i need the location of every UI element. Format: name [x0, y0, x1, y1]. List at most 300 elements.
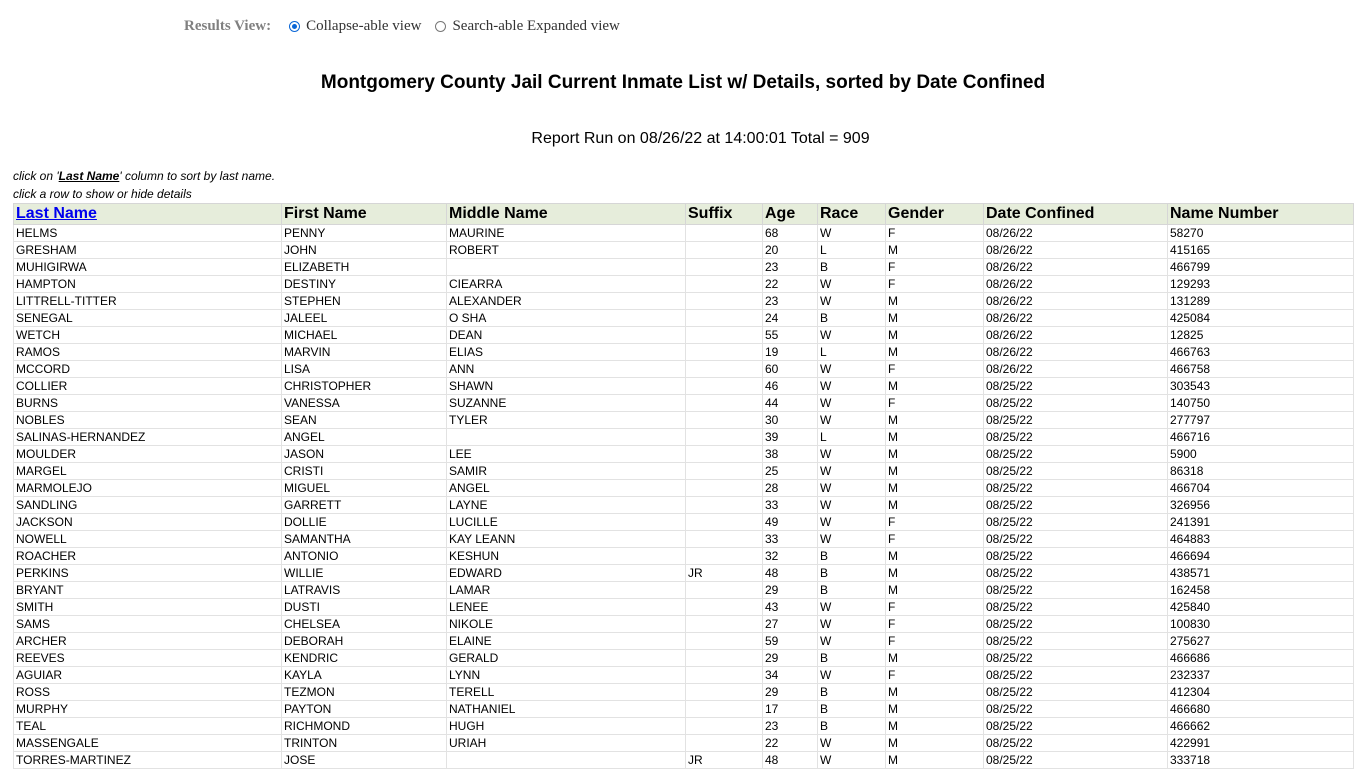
cell-name-number: 466716 — [1168, 429, 1354, 446]
cell-name-number: 412304 — [1168, 684, 1354, 701]
col-name-number: Name Number — [1168, 204, 1354, 225]
cell-age: 59 — [763, 633, 818, 650]
cell-date-confined: 08/26/22 — [984, 327, 1168, 344]
table-row[interactable] — [14, 378, 1354, 395]
cell-name-number: 58270 — [1168, 225, 1354, 242]
cell-gender: M — [886, 463, 984, 480]
cell-age: 30 — [763, 412, 818, 429]
cell-race: B — [818, 701, 886, 718]
cell-middle-name: GERALD — [447, 650, 686, 667]
table-row[interactable] — [14, 548, 1354, 565]
cell-suffix — [686, 599, 763, 616]
cell-first-name: WILLIE — [282, 565, 447, 582]
cell-gender: M — [886, 735, 984, 752]
cell-name-number: 415165 — [1168, 242, 1354, 259]
cell-name-number: 129293 — [1168, 276, 1354, 293]
cell-gender: M — [886, 429, 984, 446]
cell-race: B — [818, 565, 886, 582]
table-row[interactable] — [14, 684, 1354, 701]
cell-last-name: BRYANT — [14, 582, 282, 599]
cell-age: 48 — [763, 565, 818, 582]
cell-gender: M — [886, 242, 984, 259]
cell-suffix — [686, 242, 763, 259]
cell-last-name: COLLIER — [14, 378, 282, 395]
cell-date-confined: 08/25/22 — [984, 633, 1168, 650]
cell-suffix — [686, 225, 763, 242]
cell-name-number: 466662 — [1168, 718, 1354, 735]
table-row[interactable] — [14, 514, 1354, 531]
cell-age: 29 — [763, 650, 818, 667]
cell-first-name: DOLLIE — [282, 514, 447, 531]
cell-date-confined: 08/26/22 — [984, 310, 1168, 327]
cell-name-number: 466694 — [1168, 548, 1354, 565]
cell-name-number: 333718 — [1168, 752, 1354, 769]
cell-age: 19 — [763, 344, 818, 361]
cell-suffix — [686, 514, 763, 531]
cell-date-confined: 08/25/22 — [984, 446, 1168, 463]
cell-middle-name: ROBERT — [447, 242, 686, 259]
cell-race: W — [818, 531, 886, 548]
cell-date-confined: 08/25/22 — [984, 548, 1168, 565]
cell-last-name: SANDLING — [14, 497, 282, 514]
table-row[interactable] — [14, 531, 1354, 548]
cell-gender: M — [886, 293, 984, 310]
cell-date-confined: 08/26/22 — [984, 293, 1168, 310]
cell-last-name: REEVES — [14, 650, 282, 667]
table-row[interactable] — [14, 752, 1354, 769]
cell-gender: M — [886, 548, 984, 565]
cell-middle-name: ELAINE — [447, 633, 686, 650]
cell-age: 55 — [763, 327, 818, 344]
cell-race: W — [818, 378, 886, 395]
cell-suffix — [686, 259, 763, 276]
cell-first-name: SAMANTHA — [282, 531, 447, 548]
cell-name-number: 100830 — [1168, 616, 1354, 633]
cell-first-name: RICHMOND — [282, 718, 447, 735]
cell-gender: F — [886, 514, 984, 531]
table-row[interactable] — [14, 582, 1354, 599]
cell-gender: M — [886, 344, 984, 361]
cell-age: 60 — [763, 361, 818, 378]
cell-middle-name: ELIAS — [447, 344, 686, 361]
cell-middle-name: LEE — [447, 446, 686, 463]
cell-date-confined: 08/26/22 — [984, 276, 1168, 293]
cell-suffix — [686, 293, 763, 310]
cell-first-name: STEPHEN — [282, 293, 447, 310]
cell-last-name: HAMPTON — [14, 276, 282, 293]
cell-middle-name: EDWARD — [447, 565, 686, 582]
cell-middle-name: O SHA — [447, 310, 686, 327]
cell-name-number: 241391 — [1168, 514, 1354, 531]
cell-gender: F — [886, 276, 984, 293]
cell-first-name: ELIZABETH — [282, 259, 447, 276]
cell-age: 22 — [763, 735, 818, 752]
table-row[interactable] — [14, 735, 1354, 752]
cell-gender: F — [886, 395, 984, 412]
cell-age: 33 — [763, 497, 818, 514]
table-row[interactable] — [14, 667, 1354, 684]
cell-race: B — [818, 684, 886, 701]
collapse-view-option[interactable] — [289, 18, 421, 35]
table-row[interactable] — [14, 650, 1354, 667]
table-row[interactable] — [14, 242, 1354, 259]
cell-middle-name: HUGH — [447, 718, 686, 735]
cell-last-name: AGUIAR — [14, 667, 282, 684]
cell-age: 38 — [763, 446, 818, 463]
cell-gender: M — [886, 650, 984, 667]
cell-middle-name: CIEARRA — [447, 276, 686, 293]
cell-gender: M — [886, 684, 984, 701]
cell-middle-name: KESHUN — [447, 548, 686, 565]
cell-date-confined: 08/25/22 — [984, 378, 1168, 395]
cell-name-number: 140750 — [1168, 395, 1354, 412]
cell-date-confined: 08/25/22 — [984, 480, 1168, 497]
row-hint: click a row to show or hide details — [13, 187, 192, 201]
cell-first-name: JOHN — [282, 242, 447, 259]
cell-date-confined: 08/25/22 — [984, 701, 1168, 718]
cell-race: B — [818, 582, 886, 599]
cell-race: W — [818, 497, 886, 514]
table-row[interactable] — [14, 463, 1354, 480]
cell-last-name: GRESHAM — [14, 242, 282, 259]
cell-suffix — [686, 735, 763, 752]
cell-gender: M — [886, 310, 984, 327]
cell-suffix — [686, 463, 763, 480]
table-row[interactable] — [14, 412, 1354, 429]
cell-suffix — [686, 480, 763, 497]
sort-hint-suffix: ' column to sort by last name. — [119, 169, 276, 183]
cell-suffix — [686, 531, 763, 548]
cell-name-number: 232337 — [1168, 667, 1354, 684]
expanded-view-label[interactable]: Search-able Expanded view — [452, 17, 620, 34]
cell-name-number: 86318 — [1168, 463, 1354, 480]
cell-date-confined: 08/25/22 — [984, 735, 1168, 752]
cell-last-name: MUHIGIRWA — [14, 259, 282, 276]
cell-first-name: KENDRIC — [282, 650, 447, 667]
cell-age: 48 — [763, 752, 818, 769]
cell-last-name: NOBLES — [14, 412, 282, 429]
cell-age: 68 — [763, 225, 818, 242]
table-row[interactable] — [14, 616, 1354, 633]
table-row[interactable] — [14, 446, 1354, 463]
table-row[interactable] — [14, 701, 1354, 718]
cell-suffix — [686, 667, 763, 684]
cell-suffix — [686, 582, 763, 599]
cell-age: 23 — [763, 718, 818, 735]
cell-last-name: RAMOS — [14, 344, 282, 361]
cell-name-number: 5900 — [1168, 446, 1354, 463]
cell-first-name: LATRAVIS — [282, 582, 447, 599]
cell-middle-name: DEAN — [447, 327, 686, 344]
cell-date-confined: 08/25/22 — [984, 718, 1168, 735]
cell-middle-name: LAYNE — [447, 497, 686, 514]
table-row[interactable] — [14, 361, 1354, 378]
sort-last-name-link[interactable]: Last Name — [16, 205, 97, 222]
cell-age: 39 — [763, 429, 818, 446]
cell-middle-name: NATHANIEL — [447, 701, 686, 718]
cell-date-confined: 08/26/22 — [984, 242, 1168, 259]
table-row[interactable] — [14, 276, 1354, 293]
cell-last-name: PERKINS — [14, 565, 282, 582]
cell-name-number: 464883 — [1168, 531, 1354, 548]
table-row[interactable] — [14, 225, 1354, 242]
cell-name-number: 466704 — [1168, 480, 1354, 497]
cell-date-confined: 08/25/22 — [984, 684, 1168, 701]
cell-middle-name: LYNN — [447, 667, 686, 684]
cell-suffix: JR — [686, 752, 763, 769]
cell-first-name: TRINTON — [282, 735, 447, 752]
cell-first-name: KAYLA — [282, 667, 447, 684]
inmate-table — [13, 203, 1354, 769]
sort-hint-prefix: click on ' — [13, 169, 59, 183]
table-row[interactable] — [14, 565, 1354, 582]
cell-gender: M — [886, 582, 984, 599]
cell-age: 46 — [763, 378, 818, 395]
cell-name-number: 425084 — [1168, 310, 1354, 327]
cell-name-number: 466680 — [1168, 701, 1354, 718]
cell-date-confined: 08/25/22 — [984, 565, 1168, 582]
cell-race: W — [818, 616, 886, 633]
cell-gender: M — [886, 378, 984, 395]
table-row[interactable] — [14, 633, 1354, 650]
cell-first-name: LISA — [282, 361, 447, 378]
cell-age: 27 — [763, 616, 818, 633]
cell-middle-name — [447, 429, 686, 446]
cell-date-confined: 08/25/22 — [984, 429, 1168, 446]
cell-race: W — [818, 514, 886, 531]
cell-age: 32 — [763, 548, 818, 565]
cell-date-confined: 08/25/22 — [984, 497, 1168, 514]
cell-age: 33 — [763, 531, 818, 548]
cell-middle-name: SAMIR — [447, 463, 686, 480]
cell-race: W — [818, 327, 886, 344]
cell-last-name: MCCORD — [14, 361, 282, 378]
cell-name-number: 466686 — [1168, 650, 1354, 667]
cell-date-confined: 08/25/22 — [984, 412, 1168, 429]
cell-last-name: MARGEL — [14, 463, 282, 480]
col-suffix: Suffix — [686, 204, 763, 225]
cell-age: 28 — [763, 480, 818, 497]
table-row[interactable] — [14, 497, 1354, 514]
cell-date-confined: 08/25/22 — [984, 531, 1168, 548]
cell-suffix — [686, 429, 763, 446]
cell-suffix — [686, 446, 763, 463]
cell-name-number: 277797 — [1168, 412, 1354, 429]
cell-gender: M — [886, 480, 984, 497]
cell-first-name: JASON — [282, 446, 447, 463]
cell-name-number: 12825 — [1168, 327, 1354, 344]
cell-name-number: 466758 — [1168, 361, 1354, 378]
cell-race: W — [818, 293, 886, 310]
cell-last-name: TEAL — [14, 718, 282, 735]
cell-middle-name: ANGEL — [447, 480, 686, 497]
cell-first-name: GARRETT — [282, 497, 447, 514]
table-row[interactable] — [14, 480, 1354, 497]
cell-middle-name: TYLER — [447, 412, 686, 429]
table-row[interactable] — [14, 395, 1354, 412]
cell-middle-name: NIKOLE — [447, 616, 686, 633]
cell-last-name: MARMOLEJO — [14, 480, 282, 497]
cell-suffix — [686, 548, 763, 565]
table-row[interactable] — [14, 344, 1354, 361]
cell-gender: M — [886, 497, 984, 514]
cell-race: W — [818, 480, 886, 497]
sort-hint — [13, 169, 275, 183]
cell-date-confined: 08/26/22 — [984, 225, 1168, 242]
cell-suffix — [686, 310, 763, 327]
expanded-view-radio[interactable] — [435, 21, 446, 32]
cell-name-number: 438571 — [1168, 565, 1354, 582]
cell-date-confined: 08/26/22 — [984, 259, 1168, 276]
cell-age: 25 — [763, 463, 818, 480]
cell-last-name: SENEGAL — [14, 310, 282, 327]
col-last-name[interactable] — [14, 204, 282, 225]
expanded-view-option[interactable] — [435, 18, 619, 35]
cell-race: W — [818, 225, 886, 242]
cell-suffix — [686, 650, 763, 667]
cell-middle-name: URIAH — [447, 735, 686, 752]
cell-last-name: ROSS — [14, 684, 282, 701]
cell-date-confined: 08/25/22 — [984, 599, 1168, 616]
cell-name-number: 162458 — [1168, 582, 1354, 599]
cell-first-name: MICHAEL — [282, 327, 447, 344]
cell-race: B — [818, 718, 886, 735]
cell-age: 22 — [763, 276, 818, 293]
cell-gender: F — [886, 361, 984, 378]
cell-race: W — [818, 752, 886, 769]
table-row[interactable] — [14, 327, 1354, 344]
cell-name-number: 303543 — [1168, 378, 1354, 395]
cell-last-name: MOULDER — [14, 446, 282, 463]
cell-date-confined: 08/25/22 — [984, 395, 1168, 412]
cell-suffix — [686, 718, 763, 735]
cell-suffix — [686, 412, 763, 429]
cell-middle-name: LAMAR — [447, 582, 686, 599]
page-title: Montgomery County Jail Current Inmate List w/ Details, sorted by Date Confined — [320, 72, 1046, 93]
cell-gender: M — [886, 412, 984, 429]
cell-suffix — [686, 633, 763, 650]
cell-suffix — [686, 361, 763, 378]
cell-date-confined: 08/26/22 — [984, 344, 1168, 361]
cell-middle-name: TERELL — [447, 684, 686, 701]
cell-first-name: PENNY — [282, 225, 447, 242]
col-middle-name: Middle Name — [447, 204, 686, 225]
cell-last-name: HELMS — [14, 225, 282, 242]
cell-gender: M — [886, 446, 984, 463]
cell-age: 17 — [763, 701, 818, 718]
cell-middle-name: ANN — [447, 361, 686, 378]
results-view-bar — [184, 17, 634, 35]
cell-date-confined: 08/25/22 — [984, 514, 1168, 531]
cell-last-name: WETCH — [14, 327, 282, 344]
cell-first-name: MIGUEL — [282, 480, 447, 497]
collapse-view-label[interactable]: Collapse-able view — [306, 17, 422, 34]
cell-first-name: DESTINY — [282, 276, 447, 293]
cell-middle-name: KAY LEANN — [447, 531, 686, 548]
cell-gender: F — [886, 599, 984, 616]
cell-name-number: 466799 — [1168, 259, 1354, 276]
cell-last-name: BURNS — [14, 395, 282, 412]
table-row[interactable] — [14, 599, 1354, 616]
cell-suffix — [686, 344, 763, 361]
cell-gender: F — [886, 667, 984, 684]
cell-age: 20 — [763, 242, 818, 259]
cell-name-number: 466763 — [1168, 344, 1354, 361]
cell-suffix — [686, 327, 763, 344]
cell-suffix — [686, 701, 763, 718]
cell-suffix — [686, 497, 763, 514]
cell-race: W — [818, 276, 886, 293]
cell-race: L — [818, 242, 886, 259]
cell-last-name: TORRES-MARTINEZ — [14, 752, 282, 769]
cell-name-number: 131289 — [1168, 293, 1354, 310]
cell-middle-name: MAURINE — [447, 225, 686, 242]
cell-age: 29 — [763, 684, 818, 701]
cell-race: B — [818, 310, 886, 327]
cell-first-name: DUSTI — [282, 599, 447, 616]
cell-first-name: ANGEL — [282, 429, 447, 446]
cell-age: 24 — [763, 310, 818, 327]
cell-age: 44 — [763, 395, 818, 412]
cell-gender: M — [886, 718, 984, 735]
collapse-view-radio[interactable] — [289, 21, 300, 32]
cell-race: L — [818, 344, 886, 361]
cell-age: 34 — [763, 667, 818, 684]
cell-race: W — [818, 735, 886, 752]
cell-name-number: 275627 — [1168, 633, 1354, 650]
table-row[interactable] — [14, 293, 1354, 310]
cell-first-name: JALEEL — [282, 310, 447, 327]
cell-gender: F — [886, 531, 984, 548]
table-row[interactable] — [14, 310, 1354, 327]
cell-race: W — [818, 667, 886, 684]
cell-date-confined: 08/25/22 — [984, 582, 1168, 599]
table-row[interactable] — [14, 429, 1354, 446]
cell-gender: F — [886, 633, 984, 650]
cell-middle-name: LUCILLE — [447, 514, 686, 531]
col-race: Race — [818, 204, 886, 225]
table-row[interactable] — [14, 259, 1354, 276]
cell-age: 43 — [763, 599, 818, 616]
cell-date-confined: 08/25/22 — [984, 752, 1168, 769]
cell-middle-name: LENEE — [447, 599, 686, 616]
report-run-info: Report Run on 08/26/22 at 14:00:01 Total = 909 — [531, 130, 870, 147]
cell-first-name: SEAN — [282, 412, 447, 429]
cell-name-number: 326956 — [1168, 497, 1354, 514]
cell-suffix — [686, 276, 763, 293]
cell-race: W — [818, 446, 886, 463]
cell-first-name: MARVIN — [282, 344, 447, 361]
col-first-name: First Name — [282, 204, 447, 225]
cell-last-name: JACKSON — [14, 514, 282, 531]
cell-name-number: 425840 — [1168, 599, 1354, 616]
cell-gender: F — [886, 259, 984, 276]
cell-gender: M — [886, 327, 984, 344]
cell-suffix — [686, 395, 763, 412]
cell-last-name: SAMS — [14, 616, 282, 633]
cell-last-name: SALINAS-HERNANDEZ — [14, 429, 282, 446]
cell-last-name: MURPHY — [14, 701, 282, 718]
cell-date-confined: 08/26/22 — [984, 361, 1168, 378]
cell-race: W — [818, 412, 886, 429]
cell-middle-name: ALEXANDER — [447, 293, 686, 310]
cell-date-confined: 08/25/22 — [984, 650, 1168, 667]
table-row[interactable] — [14, 718, 1354, 735]
cell-race: B — [818, 548, 886, 565]
cell-age: 49 — [763, 514, 818, 531]
cell-suffix — [686, 616, 763, 633]
cell-age: 29 — [763, 582, 818, 599]
